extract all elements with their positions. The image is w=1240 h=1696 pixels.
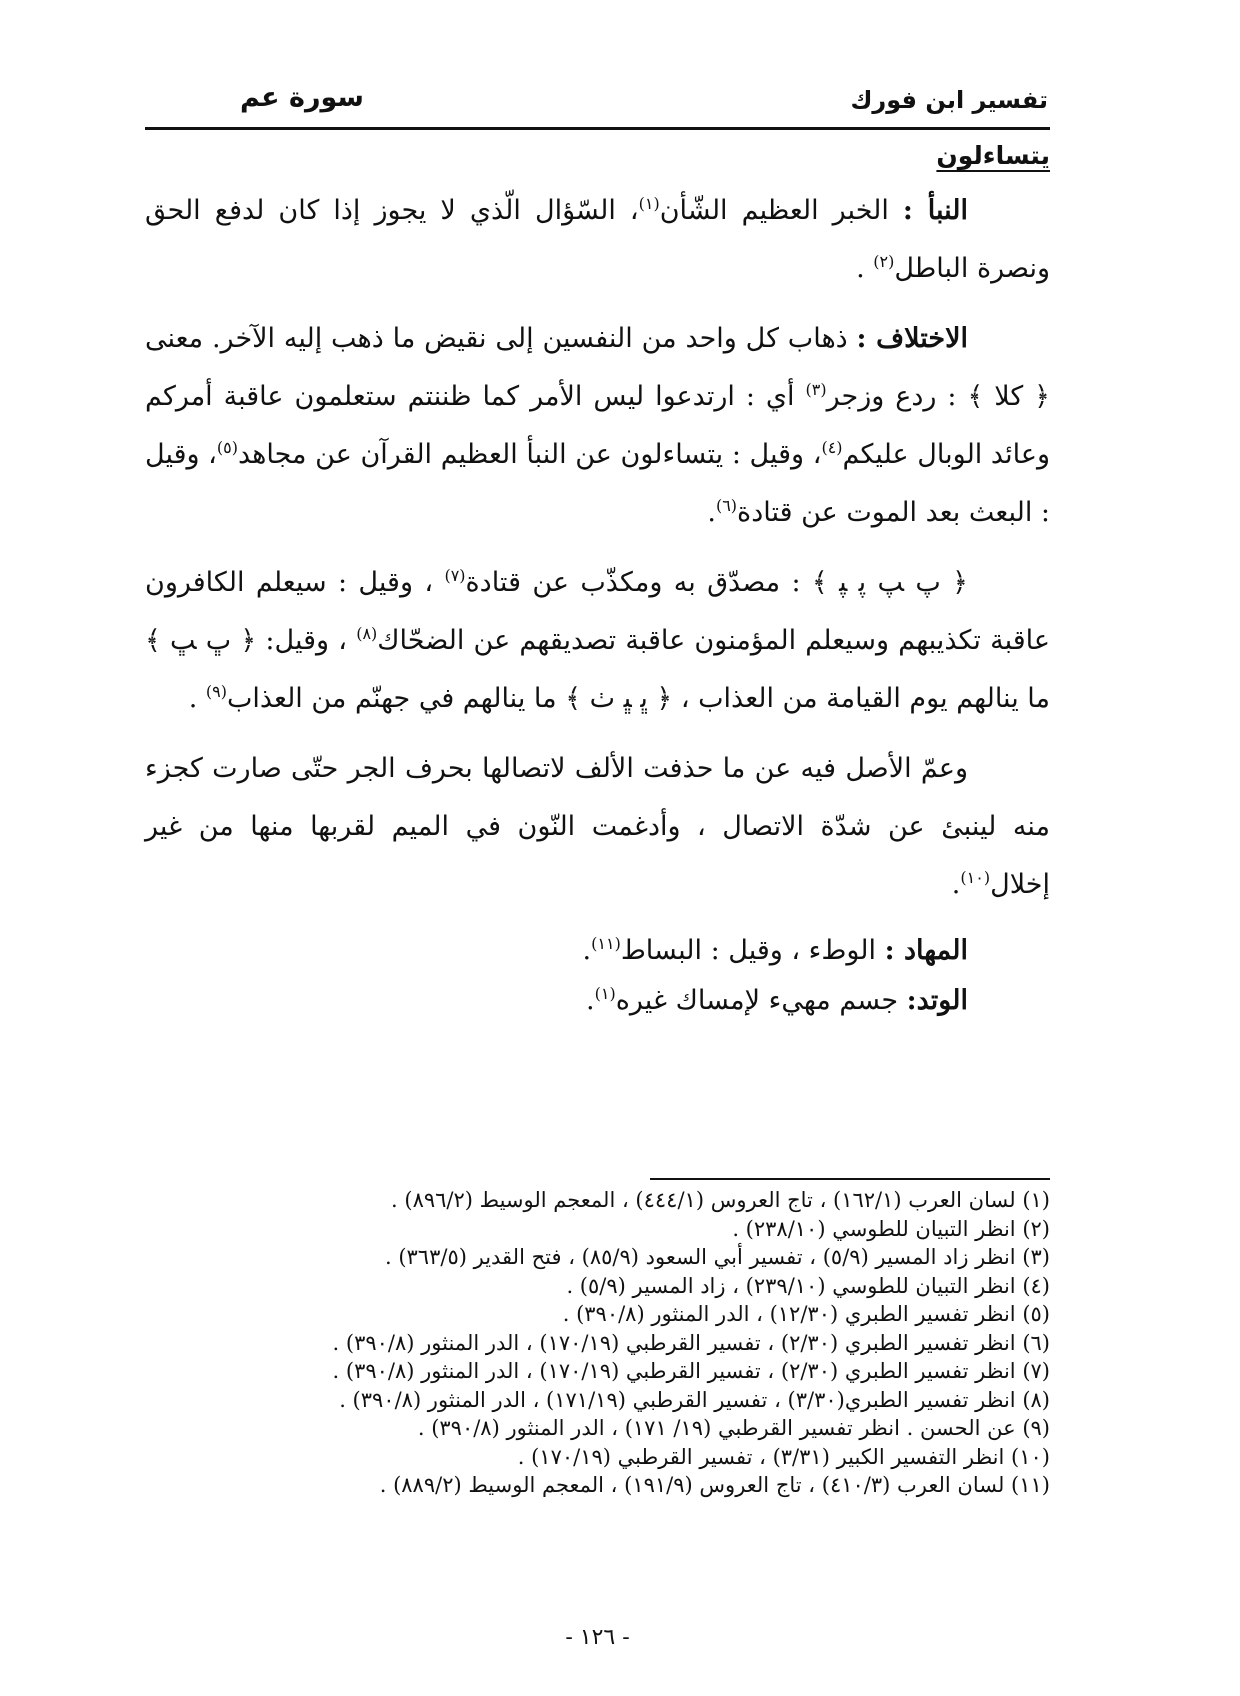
term-mihad: المهاد : bbox=[884, 935, 968, 966]
footnote-ref: (٨) bbox=[356, 624, 378, 643]
page bbox=[145, 0, 1050, 1696]
paragraph-text: . bbox=[707, 497, 716, 528]
paragraph-ikhtilaf bbox=[145, 310, 1050, 542]
term-naba: النبأ : bbox=[902, 195, 968, 226]
header-rule bbox=[145, 127, 1050, 130]
footnote-ref: (٥) bbox=[216, 438, 238, 457]
footnote-item: (٣) انظر زاد المسير (٥/٩) ، تفسير أبي السعود (٨٥/٩) ، فتح القدير (٣٦٣/٥) . bbox=[384, 1245, 1050, 1269]
paragraph-text: ذهاب كل واحد من النفسين إلى نقيض ما ذهب إليه الآخر. معنى ﴿ كلا ﴾ : ردع وزجر bbox=[145, 323, 1051, 412]
footnote-ref: (٧) bbox=[444, 566, 466, 585]
header-book-title: تفسير ابن فورك bbox=[850, 86, 1048, 114]
paragraph-text: الخبر العظيم الشّأن bbox=[659, 195, 903, 226]
paragraph-text: . bbox=[856, 253, 874, 284]
term-ikhtilaf: الاختلاف : bbox=[856, 323, 968, 354]
paragraph-text: . bbox=[951, 869, 961, 900]
paragraph-text: ، وقيل : سيعلم الكافرون عاقبة تكذيبهم وسيعلم المؤمنون عاقبة تصديقهم عن الضحّاك bbox=[145, 567, 1050, 656]
paragraph-text: ، وقيل : البعث بعد الموت عن قتادة bbox=[145, 439, 1050, 528]
footnote-item: (٥) انظر تفسير الطبري (١٢/٣٠) ، الدر المنثور (٣٩٠/٨) . bbox=[562, 1302, 1050, 1326]
section-subheading: يتساءلون bbox=[936, 141, 1050, 170]
running-header bbox=[145, 82, 1050, 126]
footnote-ref: (٩) bbox=[205, 682, 227, 701]
definition-end: . bbox=[582, 935, 592, 966]
paragraph-text: أي : ارتدعوا ليس الأمر كما ظننتم ستعلمون عاقبة أمركم وعائد الوبال عليكم bbox=[145, 381, 1050, 470]
footnote-item: (٩) عن الحسن . انظر تفسير القرطبي (١٩/ ١٧١) ، الدر المنثور (٣٩٠/٨) . bbox=[417, 1416, 1050, 1440]
term-watad: الوتد: bbox=[906, 985, 968, 1016]
paragraph-text: ، وقيل : يتساءلون عن النبأ العظيم القرآن عن مجاهد bbox=[237, 439, 822, 470]
main-text bbox=[145, 136, 1050, 1026]
paragraph-amma bbox=[145, 740, 1050, 914]
paragraph-naba bbox=[145, 182, 1050, 298]
definition-watad bbox=[145, 976, 1050, 1026]
footnote-item: (٦) انظر تفسير الطبري (٢/٣٠) ، تفسير القرطبي (١٧٠/١٩) ، الدر المنثور (٣٩٠/٨) . bbox=[332, 1330, 1050, 1355]
footnote-ref: (١) bbox=[594, 984, 616, 1003]
definition-end: . bbox=[586, 985, 595, 1016]
footnote-item: (١١) لسان العرب (٤١٠/٣) ، تاج العروس (١٩١/٩) ، المعجم الوسيط (٨٨٩/٢) . bbox=[379, 1473, 1050, 1497]
footnote-item: (٢) انظر التبيان للطوسي (٢٣٨/١٠) . bbox=[732, 1216, 1050, 1241]
footnote-ref: (١٠) bbox=[960, 868, 991, 887]
paragraph-text: وعمّ الأصل فيه عن ما حذفت الألف لاتصالها بحرف الجر حتّى صارت كجزء منه لينبئ عن شدّة الاتصال ، وأدغمت النّون في الميم لقربها منها من غير إخلال bbox=[145, 753, 1050, 900]
definition-text: جسم مهيء لإمساك غيره bbox=[615, 985, 907, 1016]
footnote-ref: (١١) bbox=[591, 934, 621, 953]
footnote-item: (٤) انظر التبيان للطوسي (٢٣٩/١٠) ، زاد المسير (٥/٩) . bbox=[566, 1273, 1050, 1298]
paragraph-text: ﴿ ﭖ ﭗ ﭘ ﭙ ﴾ : مصدّق به ومكذّب عن قتادة bbox=[465, 567, 968, 598]
definition-mihad bbox=[145, 926, 1050, 976]
footnote-ref: (٣) bbox=[805, 380, 827, 399]
footnotes-list bbox=[145, 1186, 1050, 1500]
definition-text: الوطء ، وقيل : البساط bbox=[620, 935, 885, 966]
paragraph-verses bbox=[145, 554, 1050, 728]
footnote-separator bbox=[650, 1178, 1050, 1180]
paragraph-text: ، وقيل: ﴿ ﭚ ﭛ ﴾ ما ينالهم يوم القيامة من العذاب ، ﴿ ﭜ ﭝ ﭞ ﴾ ما ينالهم في جهنّم من العذاب bbox=[145, 625, 1050, 714]
footnote-ref: (٦) bbox=[715, 496, 738, 515]
page-number: - ١٢٦ - bbox=[565, 1625, 630, 1650]
footnote-item: (٨) انظر تفسير الطبري(٣/٣٠) ، تفسير القرطبي (١٧١/١٩) ، الدر المنثور (٣٩٠/٨) . bbox=[339, 1387, 1050, 1412]
footnote-ref: (٢) bbox=[873, 252, 895, 271]
footnote-item: (١) لسان العرب (١٦٢/١) ، تاج العروس (٤٤٤/١) ، المعجم الوسيط (٨٩٦/٢) . bbox=[391, 1188, 1050, 1212]
paragraph-text: . bbox=[188, 683, 206, 714]
footnote-item: (١٠) انظر التفسير الكبير (٣/٣١) ، تفسير القرطبي (١٧٠/١٩) . bbox=[517, 1444, 1050, 1469]
footnote-ref: (١) bbox=[638, 194, 660, 213]
footnote-ref: (٤) bbox=[821, 438, 843, 457]
header-surah-title: سورة عم bbox=[240, 82, 364, 113]
footnote-item: (٧) انظر تفسير الطبري (٢/٣٠) ، تفسير القرطبي (١٧٠/١٩) ، الدر المنثور (٣٩٠/٨) . bbox=[332, 1359, 1050, 1383]
paragraph-text: ، السّؤال الّذي لا يجوز إذا كان لدفع الحق ونصرة الباطل bbox=[145, 195, 1050, 284]
